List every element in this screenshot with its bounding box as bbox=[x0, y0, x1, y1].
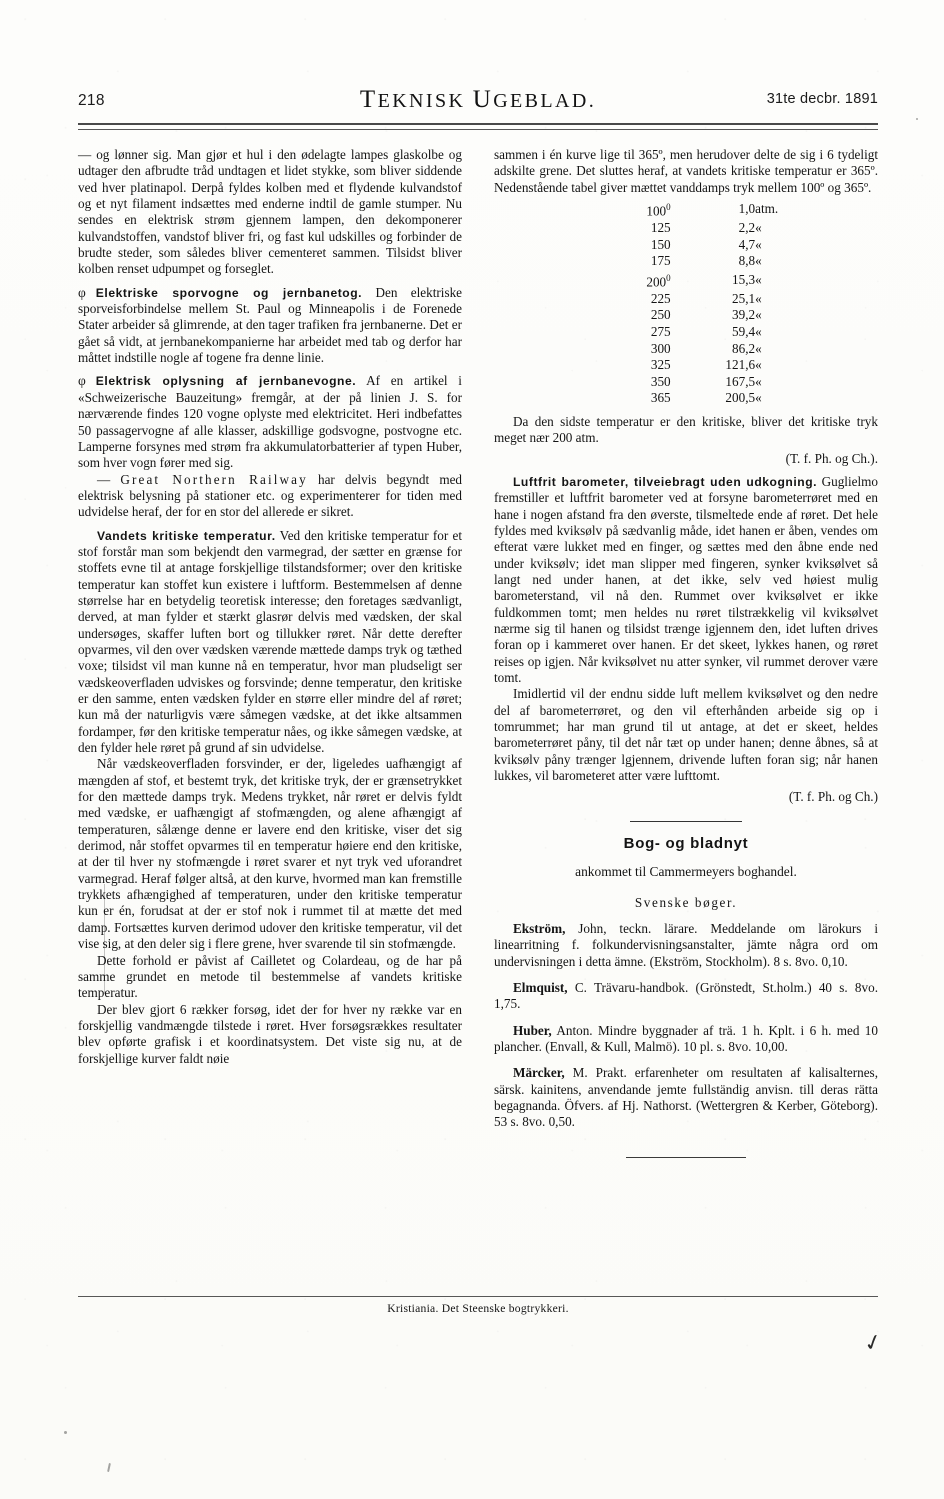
scan-artifact-speck bbox=[107, 1463, 111, 1472]
article-critical-temperature bbox=[78, 528, 462, 757]
degree-symbol: 0 bbox=[666, 202, 671, 213]
scan-artifact-flourish: ✓ bbox=[860, 1327, 885, 1358]
cell-pressure: 4,7 bbox=[738, 236, 756, 252]
subheading-bookshop: ankommet til Cammermeyers boghandel. bbox=[575, 864, 797, 880]
article-railcar-lighting bbox=[78, 373, 462, 471]
paragraph-great-northern-body: har delvis begyndt med elektrisk belysning på stationer etc. og experimenterer for tiden med udvidelse heraf, der for en stor del allerede er sikret. bbox=[78, 471, 463, 520]
table-row bbox=[494, 341, 878, 358]
scan-artifact-speck bbox=[916, 118, 918, 120]
journal-title-initial-u: U bbox=[472, 86, 494, 113]
book-details: M. Prakt. erfarenheter om resultaten af kalisalternes, särsk. kainitens, anvendande jemte fullständig anvisn. till deras rätta begagnanda. Öfvers. af Hj. Nathorst. (Wettergren & Kerber, Göteborg). 53 s. 8vo. 0,50. bbox=[494, 1065, 878, 1130]
degree-symbol: 0 bbox=[666, 272, 671, 283]
cell-pressure: 8,8 bbox=[738, 253, 756, 269]
end-of-section-rule bbox=[626, 1157, 746, 1158]
cell-pressure: 39,2 bbox=[732, 307, 756, 323]
cell-pressure: 2,2 bbox=[738, 220, 756, 236]
cell-unit: « bbox=[755, 290, 762, 306]
paragraph-lamp-repair: — og lønner sig. Man gjør et hul i den ødelagte lampes glaskolbe og udtager den afbrudte tråd undtagen et lidet stykke, som bliver siddende ved hver platinapol. Derpå fyldes kolben med et flydende kulvandstof og et nyt filament indsættes med enderne indtil de gamle stumper. Nu sendes en elektrisk strøm gjennem lampen, den dekomponerer kulvandstoffen, vandstof bliver fri, og fast kul udskilles og forbinder de brudte steder, som således bliver cementeret sammen. Tilsidst bliver kolben renset udpumpet og forseglet. bbox=[78, 147, 462, 277]
journal-title-initial-t: T bbox=[359, 86, 378, 113]
cell-temperature: $200^0$ bbox=[646, 272, 671, 290]
cell-temperature: 300 bbox=[650, 340, 671, 356]
table-row bbox=[494, 390, 878, 407]
paragraph-critical-1: Ved den kritiske temperatur for et stof forstår man som bekjendt den varmegrad, der sætter en grænse for stoffets evne til at antage forskjellige tilstandsformer; over den kritiske temperatur kan stoffet kun existere i luftform. Bestemmelsen af denne størrelse har en betydelig teoretisk interesse; den foretages sædvanligt, derved, at man fylder et stærkt glasrør delvis med vædsken, der skal undersøges, skaffer luften bort og tillukker røret. Når dette derefter opvarmes, vil den over vædsken værende mættede damps tryk og tæthed voxe; tilsidst vil man kunne nå en temperatur, hvor man pludseligt ser vædskeoverfladen udviskes og forsvinde; denne temperatur, den kritiske er den samme, enten vædsken fylder en større eller mindre del af røret; kun må der naturligvis være såmegen vædske, at det ikke altsammen fordamper, før den kritiske temperatur nåes, og ikke såmegen vædske, at den fylder hele røret på grund af sin udvidelse. bbox=[78, 527, 462, 756]
table-body bbox=[494, 199, 878, 407]
paragraph-after-table: Da den sidste temperatur er den kritiske, bliver det kritiske tryk meget nær 200 atm. bbox=[494, 413, 878, 446]
em-dash: — bbox=[97, 471, 111, 487]
masthead bbox=[78, 86, 878, 120]
cell-pressure: 1,0 bbox=[738, 201, 756, 217]
page-number: 218 bbox=[78, 92, 105, 109]
cell-pressure: 25,1 bbox=[732, 290, 756, 306]
cell-unit: « bbox=[755, 307, 762, 323]
table-row bbox=[494, 307, 878, 324]
bullet-phi-icon: φ bbox=[78, 284, 86, 300]
paragraph-great-northern bbox=[78, 472, 462, 521]
journal-title bbox=[78, 86, 878, 114]
cell-unit: « bbox=[755, 340, 762, 356]
book-details: John, teckn. lärare. Meddelande om lärokurs i linearritning f. folkundervisningsanstalter, jämte några ord om undervisningen i detta ämne. (Ekström, Stockholm). 8 s. 8vo. 0,10. bbox=[494, 920, 878, 969]
scan-artifact-speck bbox=[64, 1431, 67, 1434]
right-column bbox=[494, 147, 878, 1158]
paragraph-tram-body: Den elektriske sporveisforbindelse mellem St. Paul og Minneapolis i de Forenede Stater arbeider så glimrende, at den tager trafiken fra jernbanerne. Det er gået så vidt, at jernbanekompanierne har arbeidet med tab og derfor har måttet indstille nogle af togene fra denne linie. bbox=[78, 284, 463, 366]
cell-unit: « bbox=[755, 253, 762, 269]
cell-pressure: 15,3 bbox=[732, 271, 756, 287]
article-airless-barometer bbox=[494, 474, 878, 686]
cell-unit: « bbox=[755, 271, 762, 287]
source-citation-1: (T. f. Ph. og Ch.). bbox=[785, 450, 878, 466]
paragraph-barometer-1: Guglielmo fremstiller et luftfrit barometer ved at forsyne barometerrøret med en hane i nogen afstand fra den øverste, tilsmeltede ende af røret. Det hele fyldes med kviksølv på sædvanlig måde, idet hanen er åben, vendes om efterat være lukket med en finger, og sættes med den åbne ende ned under kviksølv; idet man slipper med fingeren, synker kviksølvet så langt ned under hanen, at det ikke, selv ved høiest mulig barometerstand, vil nå den. Rummet over kviksølvet er ikke fuldkommen tomt; men heldes nu røret tilstrækkelig vil kviksølvet nærme sig til hanen og tilsidst trænge igjennem den, idet luften drives foran op i kammeret over hanen. Er det skeet, lykkes hanen, og røret reises op igjen. Når kviksølvet nu atter synker, vil rummet derover være tomt. bbox=[494, 473, 878, 686]
cell-unit: atm. bbox=[755, 201, 779, 217]
table-row bbox=[494, 374, 878, 391]
book-details: C. Trävaru-handbok. (Grönstedt, St.holm.) 40 s. 8vo. 1,75. bbox=[494, 979, 878, 1012]
list-item bbox=[494, 980, 878, 1013]
book-author: Ekström, bbox=[513, 920, 566, 936]
table-row bbox=[494, 324, 878, 341]
masthead-rule bbox=[78, 123, 878, 130]
subheading-swedish-books: Svenske bøger. bbox=[634, 894, 738, 910]
book-author: Huber, bbox=[513, 1022, 552, 1038]
scan-artifact-line bbox=[104, 884, 105, 994]
cell-unit: « bbox=[755, 220, 762, 236]
paragraph-railcar-lighting-body: Af en artikel i «Schweizerische Bauzeitung» fremgår, at der på linien J. S. for nærværende findes 120 vogne oplyste med elektricitet. Heri indbefattes 50 passagervogne af alle klasser, adskillige godsvogne, postvogne etc. Lamperne forsynes med strøm fra akkumulatorbatterier af typen Huber, som hver vogn fører med sig. bbox=[78, 373, 462, 471]
list-item bbox=[494, 1065, 878, 1130]
paragraph-critical-3: Dette forhold er påvist af Cailletet og Colardeau, og de har på samme grundet en metode til bestemmelse af vandets kritiske temperatur. bbox=[78, 952, 462, 1001]
paragraph-critical-4: Der blev gjort 6 rækker forsøg, idet der for hver ny række var en forskjellig vandmængde tilstede i røret. Hver forsøgsrækkes resultater blev opførte grafisk i et koordinatsystem. Det viste sig nu, at de forskjellige kurver faldt nøie bbox=[78, 1001, 462, 1066]
cell-unit: « bbox=[755, 357, 762, 373]
issue-date: 31te decbr. 1891 bbox=[766, 91, 878, 107]
cell-pressure: 200,5 bbox=[725, 390, 756, 406]
cell-pressure: 59,4 bbox=[732, 323, 756, 339]
cell-temperature: 325 bbox=[650, 357, 671, 373]
cell-temperature: $100^0$ bbox=[646, 202, 671, 219]
cell-unit: « bbox=[755, 390, 762, 406]
cell-pressure: 86,2 bbox=[732, 340, 756, 356]
heading-electric-trams: Elektriske sporvogne og jernbanetog. bbox=[95, 285, 363, 300]
cell-temperature: 365 bbox=[650, 390, 671, 406]
table-row bbox=[494, 237, 878, 254]
book-author: Elmquist, bbox=[513, 979, 568, 995]
bullet-phi-icon-2: φ bbox=[78, 373, 86, 389]
paragraph-critical-2: Når vædskeoverfladen forsvinder, er der, ligeledes uafhængigt af mængden af stof, et bestemt tryk, det kritiske tryk, der er grænsetrykket for den mættede damps tryk. Medens trykket, når røret er delvis fyldt med vædske, er uafhængigt af stofmængden, og alene afhængigt af temperaturen, sålænge denne er lavere end den kritiske, viser det sig derimod, når stoffet opvarmes til en temperatur høiere end den kritiske, at der til hver ny stofmængde i røret svarer et nyt tryk ved uforandret varmegrad. Heraf følger altså, at den kurve, hvormed man kan fremstille trykkets afhængighed af temperaturen, under den kritiske temperatur kun er én, forudsat at der er stof nok i rummet til at mætte det med damp. Fortsættes kurven derimod udover den kritiske temperatur, vil det vise sig, at den deler sig i flere grene, hver svarende til sin stofmængde. bbox=[78, 756, 462, 952]
list-item bbox=[494, 1023, 878, 1056]
vapour-pressure-table bbox=[494, 199, 878, 407]
book-entry-list bbox=[494, 921, 878, 1131]
table-row bbox=[494, 270, 878, 291]
cell-temperature: 150 bbox=[650, 236, 671, 252]
table-row bbox=[494, 357, 878, 374]
footer-rule bbox=[78, 1296, 878, 1297]
list-item bbox=[494, 921, 878, 970]
cell-unit: « bbox=[755, 373, 762, 389]
heading-airless-barometer: Luftfrit barometer, tilveiebragt uden udkogning. bbox=[513, 474, 818, 489]
left-column bbox=[78, 147, 462, 1158]
cell-pressure: 121,6 bbox=[725, 357, 756, 373]
heading-book-news: Bog- og bladnyt bbox=[623, 834, 749, 852]
cell-unit: « bbox=[755, 323, 762, 339]
article-tram bbox=[78, 285, 462, 367]
cell-unit: « bbox=[755, 236, 762, 252]
book-author: Märcker, bbox=[513, 1065, 565, 1081]
section-divider-rule bbox=[630, 821, 742, 822]
two-column-layout bbox=[78, 147, 878, 1158]
cell-temperature: 250 bbox=[650, 307, 671, 323]
printer-imprint: Kristiania. Det Steenske bogtrykkeri. bbox=[387, 1302, 569, 1315]
table-row bbox=[494, 253, 878, 270]
heading-railcar-lighting: Elektrisk oplysning af jernbanevogne. bbox=[95, 374, 357, 389]
table-row bbox=[494, 291, 878, 308]
cell-pressure: 167,5 bbox=[725, 373, 756, 389]
page-content bbox=[78, 86, 878, 1158]
cell-temperature: 125 bbox=[650, 220, 671, 236]
cell-temperature: 350 bbox=[650, 373, 671, 389]
book-details: Anton. Mindre byggnader af trä. 1 h. Kplt. i 6 h. med 10 plancher. (Envall, & Kull, Malmö). 10 pl. s. 8vo. 10,00. bbox=[494, 1022, 878, 1054]
cell-temperature: 225 bbox=[650, 290, 671, 306]
railway-company-name: Great Northern Railway bbox=[120, 471, 308, 487]
paragraph-barometer-2: Imidlertid vil der endnu sidde luft mellem kviksølvet og den nedre del af barometerrøret, og den vil efterhånden arbeide sig op i tomrummet; har man grund til ut antage, at det er skeet, heldes barometerrøret påny, til det når tæt op under hanen; denne åbnes, så at kviksølv påny trænger lgjennem, drivende luften foran sig; når hanen lukkes, vil barometeret atter være lufttomt. bbox=[494, 686, 878, 784]
source-citation-2: (T. f. Ph. og Ch.) bbox=[788, 788, 878, 804]
cell-temperature: 175 bbox=[650, 253, 671, 269]
table-row bbox=[494, 220, 878, 237]
journal-title-word-1: EKNISK bbox=[377, 90, 473, 112]
paragraph-continuation: sammen i én kurve lige til 365º, men herudover delte de sig i 6 tydeligt adskilte grene. Det sluttes heraf, at vandets kritiske temperatur er 365º. Nedenstående tabel giver mættet vanddamps tryk mellem 100º og 365º. bbox=[494, 147, 878, 195]
cell-temperature: 275 bbox=[650, 323, 671, 339]
heading-critical-temperature: Vandets kritiske temperatur. bbox=[97, 528, 276, 543]
table-row bbox=[494, 199, 878, 220]
journal-title-word-2: GEBLAD. bbox=[493, 90, 597, 112]
